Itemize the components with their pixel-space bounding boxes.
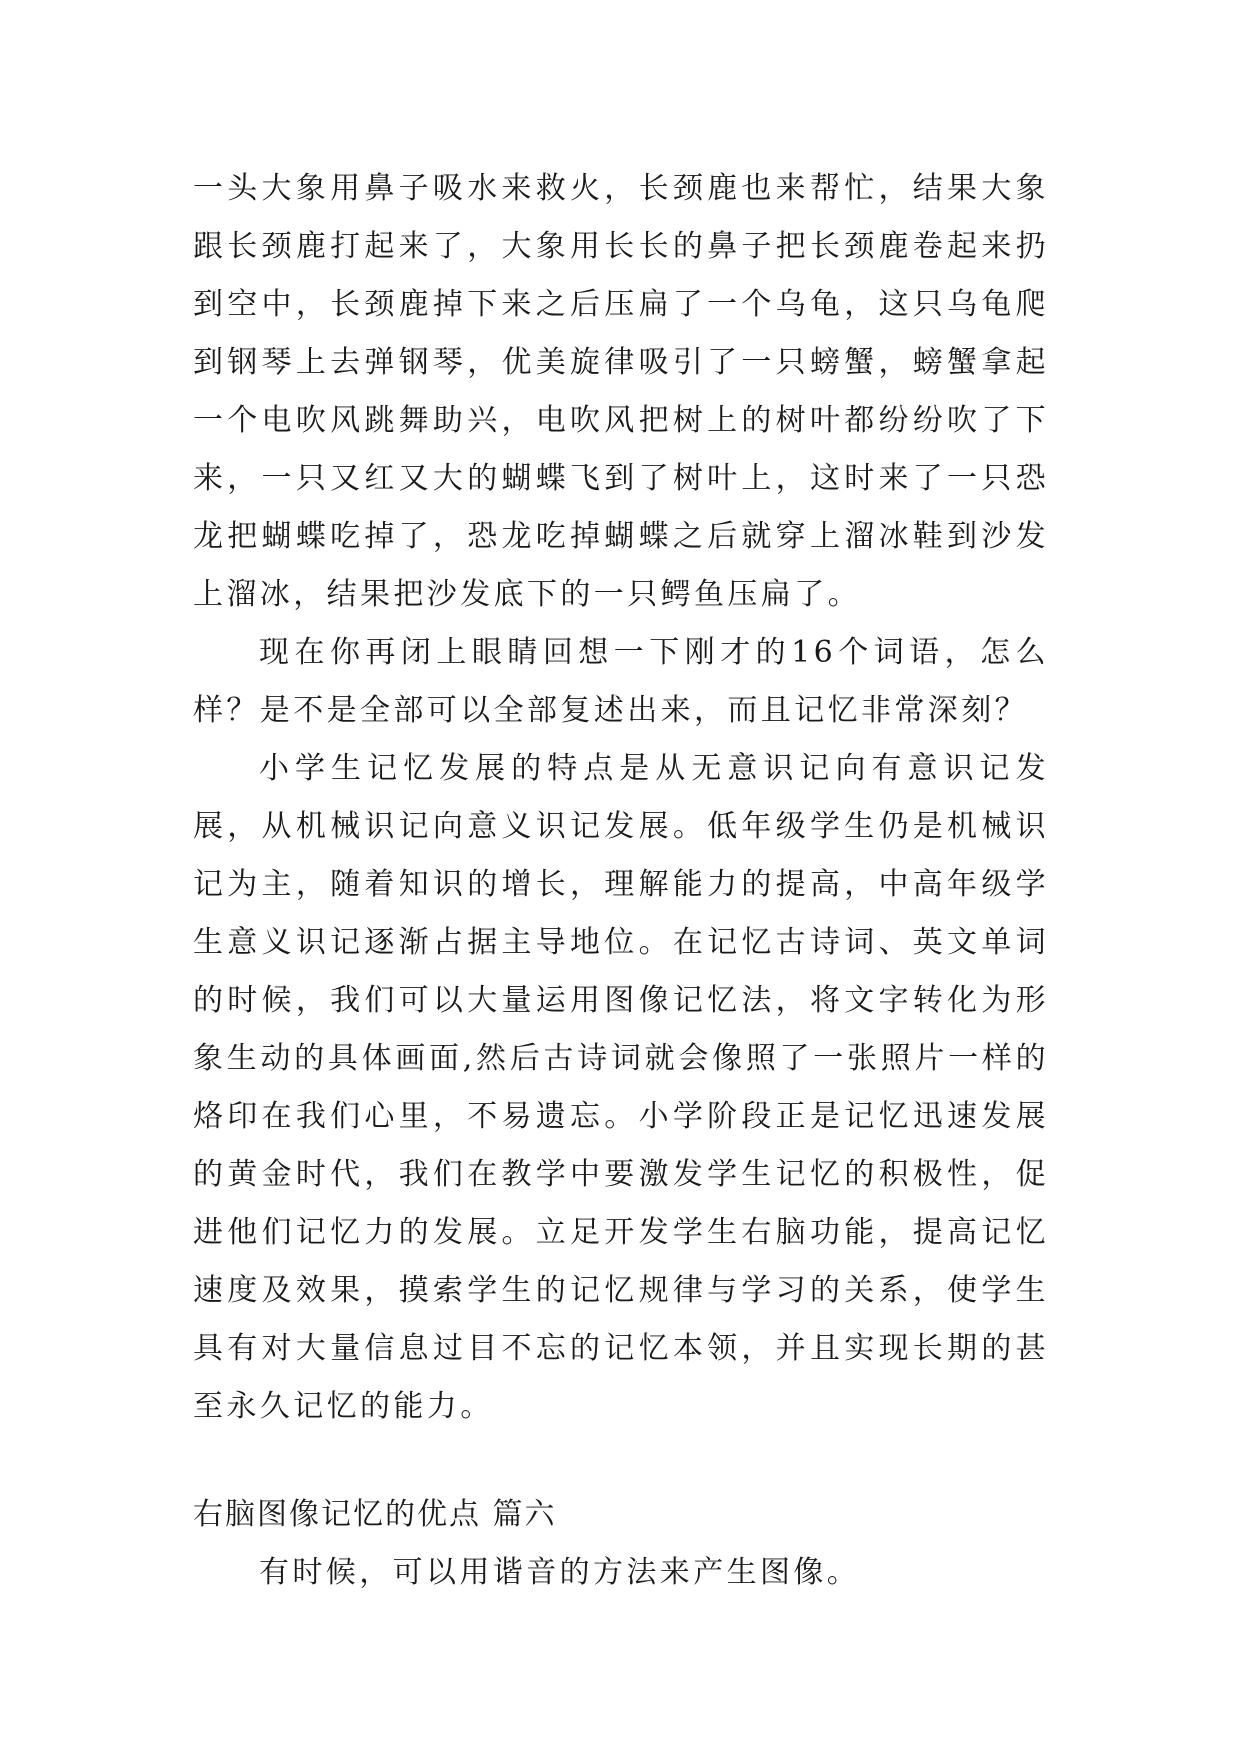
- section-heading: 右脑图像记忆的优点 篇六: [193, 1497, 557, 1532]
- document-body: [193, 160, 1049, 1602]
- story-paragraph: 一头大象用鼻子吸水来救火，长颈鹿也来帮忙，结果大象跟长颈鹿打起来了，大象用长长的鼻子把长颈鹿卷起来扔到空中，长颈鹿掉下来之后压扁了一个乌龟，这只乌龟爬到钢琴上去弹钢琴，优美旋律吸引了一只螃蟹，螃蟹拿起一个电吹风跳舞助兴，电吹风把树上的树叶都纷纷吹了下来，一只又红又大的蝴蝶飞到了树叶上，这时来了一只恐龙把蝴蝶吃掉了，恐龙吃掉蝴蝶之后就穿上溜冰鞋到沙发上溜冰，结果把沙发底下的一只鳄鱼压扁了。: [193, 171, 1049, 612]
- memory-development-paragraph: 小学生记忆发展的特点是从无意识记向有意识记发展，从机械识记向意义识记发展。低年级学生仍是机械识记为主，随着知识的增长，理解能力的提高，中高年级学生意义识记逐渐占据主导地位。在记忆古诗词、英文单词的时候，我们可以大量运用图像记忆法，将文字转化为形象生动的具体画面,然后古诗词就会像照了一张照片一样的烙印在我们心里，不易遗忘。小学阶段正是记忆迅速发展的黄金时代，我们在教学中要激发学生记忆的积极性，促进他们记忆力的发展。立足开发学生右脑功能，提高记忆速度及效果，摸索学生的记忆规律与学习的关系，使学生具有对大量信息过目不忘的记忆本领，并且实现长期的甚至永久记忆的能力。: [193, 751, 1049, 1424]
- recall-question-paragraph: 现在你再闭上眼睛回想一下刚才的16个词语，怎么样？是不是全部可以全部复述出来，而且记忆非常深刻？: [193, 635, 1049, 728]
- section-paragraph: 有时候，可以用谐音的方法来产生图像。: [259, 1555, 861, 1590]
